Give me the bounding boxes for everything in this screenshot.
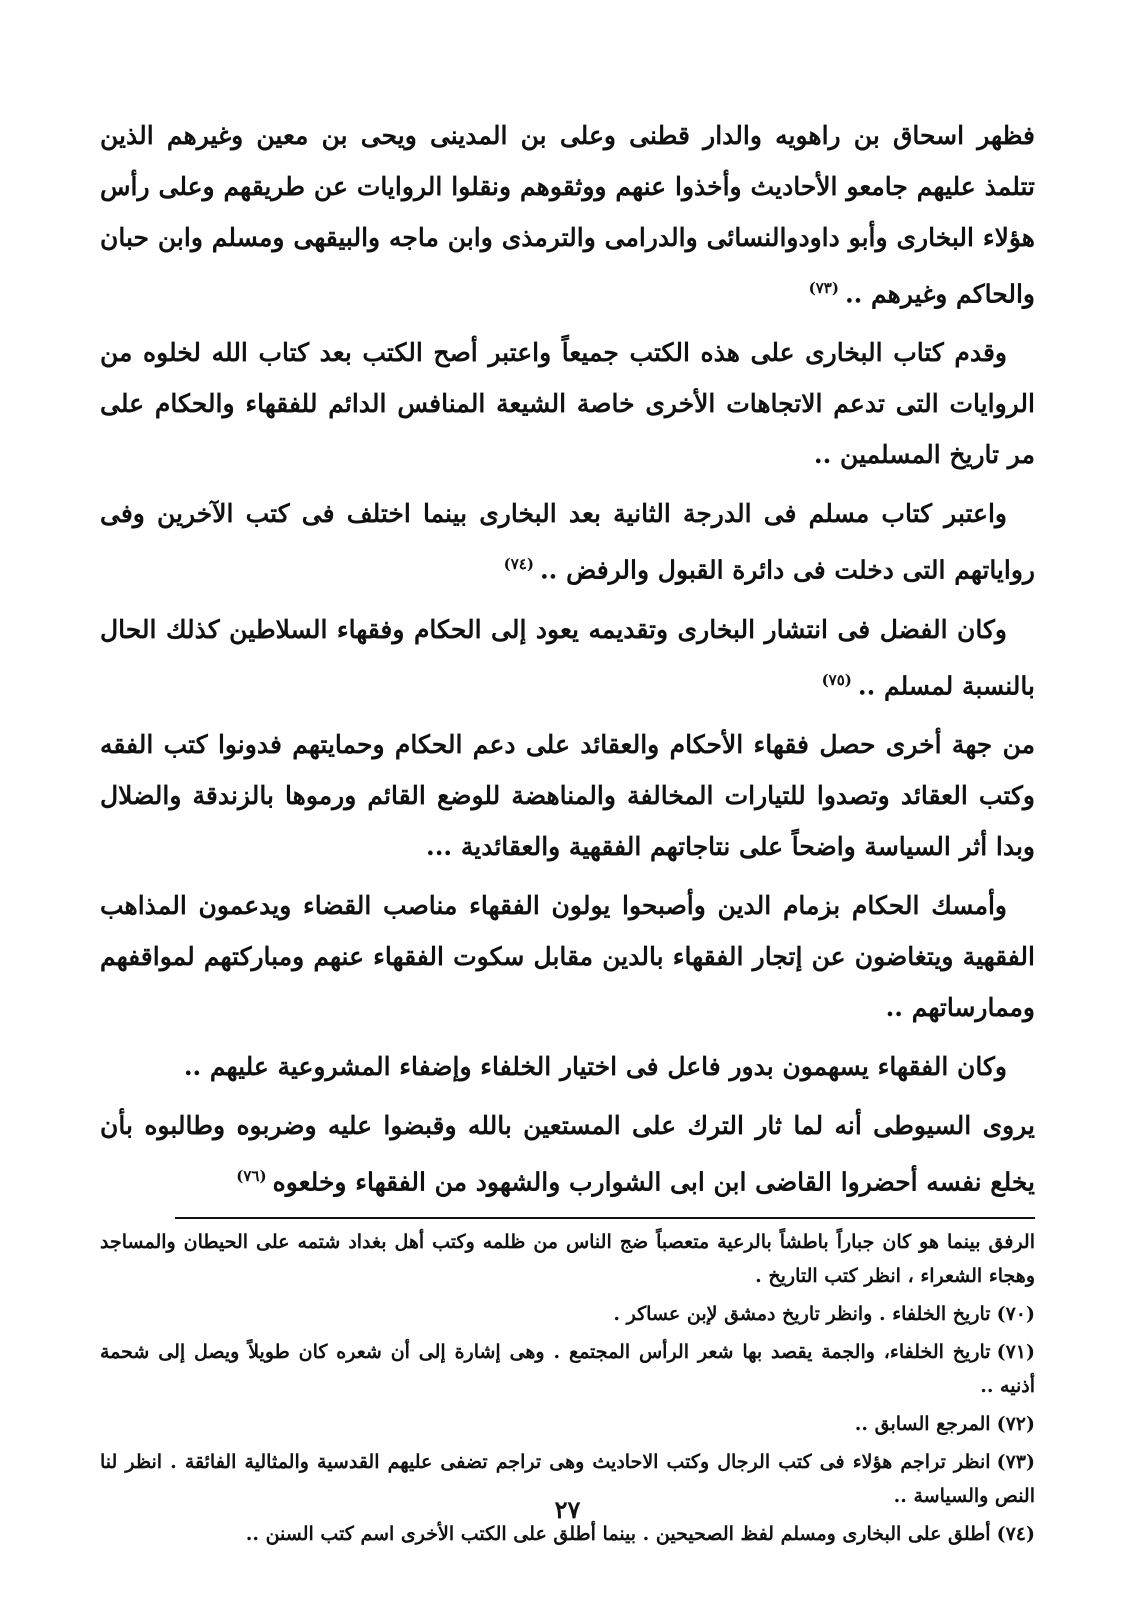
- footnote-ref: (٧٦): [236, 1166, 267, 1185]
- footnote-ref: (٧٥): [821, 670, 852, 689]
- footnote-70: (٧٠)تاريخ الخلفاء . وانظر تاريخ دمشق لإبن عساكر .: [613, 1303, 1035, 1326]
- paragraph-2: وقدم كتاب البخارى على هذه الكتب جميعاً واعتبر أصح الكتب بعد كتاب الله لخلوه من الروايات التى تدعم الاتجاهات الأخرى خاصة الشيعة المنافس الدائم للفقهاء والحكام على مر تاريخ المسلمين ..: [100, 338, 1035, 470]
- paragraph-4: وكان الفضل فى انتشار البخارى وتقديمه يعود إلى الحكام وفقهاء السلاطين كذلك الحال بالنسبة لمسلم ..$^{(٧٥)}$: [100, 614, 1035, 700]
- footnote-ref: (٧٤): [503, 555, 534, 574]
- footnote-ref: (٧٣): [808, 279, 839, 297]
- footnote-71: (٧١)تاريخ الخلفاء، والجمة يقصد بها شعر الرأس المجتمع . وهى إشارة إلى أن شعره كان طويلاً ويصل إلى شحمة أذنيه ..: [100, 1341, 1035, 1398]
- paragraph-1: فظهر اسحاق بن راهويه والدار قطنى وعلى بن المدينى ويحى بن معين وغيرهم الذين تتلمذ عليهم جامعو الأحاديث وأخذوا عنهم ووثقوهم ونقلوا الروايات عن طريقهم وعلى رأس هؤلاء البخارى وأبو داودوالنسائى والدرامى والترمذى وابن ماجه والبيقهى ومسلم وابن حبان والحاكم وغيرهم ..$^{(٧٣)}$: [100, 121, 1035, 309]
- page-number: ٢٧: [554, 1495, 581, 1524]
- paragraph-6: وأمسك الحكام بزمام الدين وأصبحوا يولون الفقهاء مناصب القضاء ويدعمون المذاهب الفقهية ويتغاضون عن إتجار الفقهاء بالدين مقابل سكوت الفقهاء عنهم ومباركتهم لمواقفهم وممارساتهم ..: [100, 890, 1035, 1022]
- paragraph-5: من جهة أخرى حصل فقهاء الأحكام والعقائد على دعم الحكام وحمايتهم فدونوا كتب الفقه وكتب العقائد وتصدوا للتيارات المخالفة والمناهضة للوضع القائم ورموها بالزندقة والضلال وبدا أثر السياسة واضحاً على نتاجاتهم الفقهية والعقائدية ...: [100, 729, 1035, 861]
- paragraph-7: وكان الفقهاء يسهمون بدور فاعل فى اختيار الخلفاء وإضفاء المشروعية عليهم ..: [183, 1051, 1007, 1081]
- paragraph-8: يروى السيوطى أنه لما ثار الترك على المستعين بالله وقبضوا عليه وضربوه وطالبوه بأن يخلع نفسه أحضروا القاضى ابن ابى الشوارب والشهود من الفقهاء وخلعوه$^{(٧٦)}$: [100, 1110, 1035, 1197]
- footnote-74: (٧٤)أطلق على البخارى ومسلم لفظ الصحيحين . بينما أطلق على الكتب الأخرى اسم كتب السنن ..: [245, 1523, 1035, 1546]
- footnote-divider: [175, 1217, 1035, 1219]
- footnote-73: (٧٣)انظر تراجم هؤلاء فى كتب الرجال وكتب الاحاديث وهى تراجم تضفى عليهم القدسية والمثالية الفائقة . انظر لنا النص والسياسة ..: [100, 1451, 1035, 1508]
- footnote-72: (٧٢)المرجع السابق ..: [854, 1413, 1035, 1436]
- body-text: [100, 110, 1035, 1207]
- paragraph-3: واعتبر كتاب مسلم فى الدرجة الثانية بعد البخارى بينما اختلف فى كتب الآخرين وفى رواياتهم التى دخلت فى دائرة القبول والرفض ..$^{(٧٤)}$: [100, 499, 1035, 585]
- footnote-continuation: الرفق بينما هو كان جباراً باطشاً بالرعية متعصباً ضج الناس من ظلمه وكتب أهل بغداد شتمه على الحيطان والمساجد وهجاء الشعراء ، انظر كتب التاريخ .: [100, 1231, 1035, 1288]
